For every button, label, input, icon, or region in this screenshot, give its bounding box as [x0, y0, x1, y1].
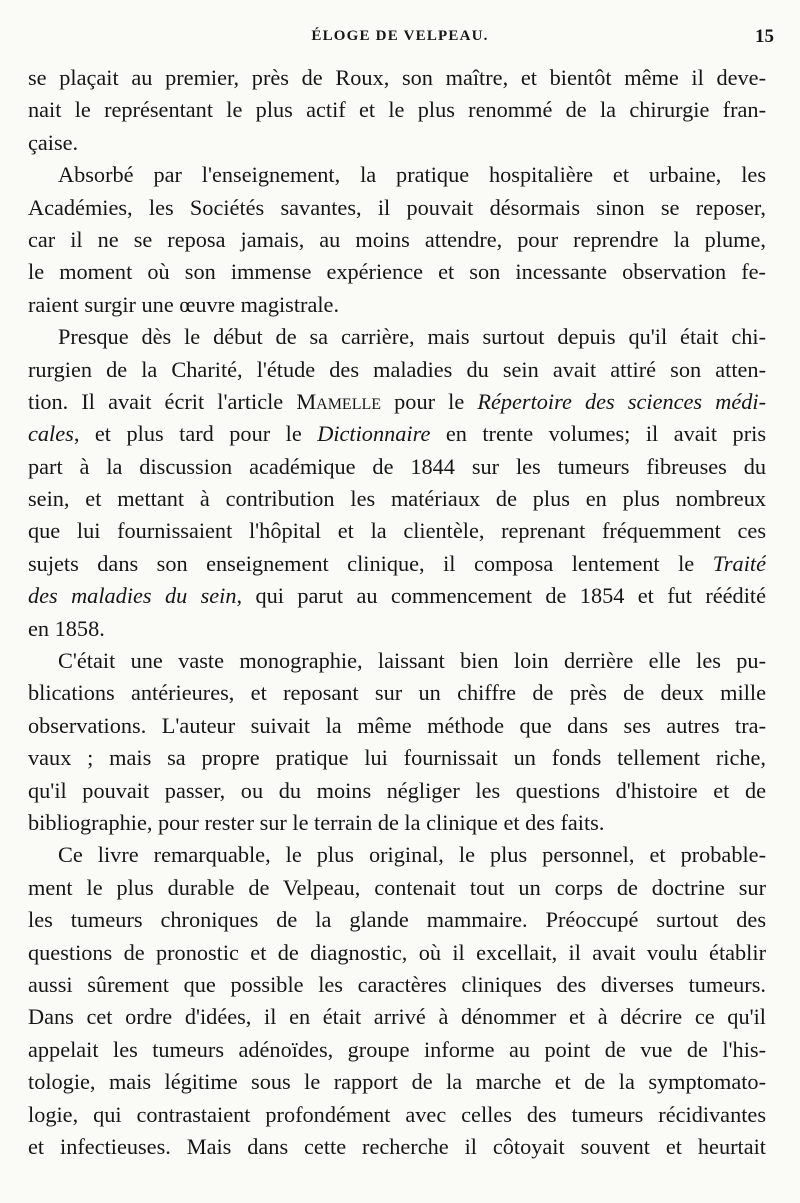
text-line: rurgien de la Charité, l'étude des maladies du sein avait attiré son atten- — [28, 356, 766, 382]
text-line: en 1858. — [28, 615, 105, 641]
text-line: nait le représentant le plus actif et le plus renommé de la chirurgie fran- — [28, 97, 766, 123]
text-line: Académies, les Sociétés savantes, il pouvait désormais sinon se reposer, — [28, 194, 766, 220]
text-line: Presque dès le début de sa carrière, mais surtout depuis qu'il était chi- — [58, 324, 766, 350]
text-line: que lui fournissaient l'hôpital et la clientèle, reprenant fréquemment ces — [28, 518, 766, 544]
running-title: ÉLOGE DE VELPEAU. — [311, 28, 489, 44]
text-line: sujets dans son enseignement clinique, il composa lentement le Traité — [28, 550, 766, 576]
text-line: tion. Il avait écrit l'article Mamelle pour le Répertoire des sciences médi- — [28, 388, 766, 414]
text-line: aussi sûrement que possible les caractères cliniques des diverses tumeurs. — [28, 971, 766, 997]
text-line: logie, qui contrastaient profondément avec celles des tumeurs récidivantes — [28, 1101, 766, 1127]
text-line: sein, et mettant à contribution les matériaux de plus en plus nombreux — [28, 486, 766, 512]
text-body — [28, 62, 766, 1163]
text-line: le moment où son immense expérience et son incessante observation fe- — [28, 259, 766, 285]
text-line: les tumeurs chroniques de la glande mammaire. Préoccupé surtout des — [28, 907, 766, 933]
text-line: se plaçait au premier, près de Roux, son maître, et bientôt même il deve- — [28, 65, 766, 90]
text-line: C'était une vaste monographie, laissant bien loin derrière elle les pu- — [58, 648, 766, 674]
italic-text: cales — [28, 421, 74, 447]
text-line: des maladies du sein, qui parut au commencement de 1854 et fut réédité — [28, 583, 766, 609]
text-line: car il ne se reposa jamais, au moins attendre, pour reprendre la plume, — [28, 226, 766, 252]
text-line: çaise. — [28, 129, 79, 155]
running-head — [0, 24, 800, 48]
text-line: ment le plus durable de Velpeau, contenait tout un corps de doctrine sur — [28, 874, 766, 900]
text-line: cales, et plus tard pour le Dictionnaire en trente volumes; il avait pris — [28, 421, 766, 447]
italic-text: Répertoire des sciences médi- — [477, 388, 766, 414]
text-line: bibliographie, pour rester sur le terrain de la clinique et des faits. — [28, 809, 605, 835]
italic-text: Traité — [712, 550, 766, 576]
text-line: questions de pronostic et de diagnostic, où il excellait, il avait voulu établir — [28, 939, 766, 965]
text-line: part à la discussion académique de 1844 sur les tumeurs fibreuses du — [28, 453, 766, 479]
text-line: et infectieuses. Mais dans cette recherche il côtoyait souvent et heurtait — [28, 1133, 766, 1159]
text-line: Ce livre remarquable, le plus original, le plus personnel, et probable- — [58, 842, 766, 868]
text-line: observations. L'auteur suivait la même méthode que dans ses autres tra- — [28, 712, 766, 738]
text-line: raient surgir une œuvre magistrale. — [28, 291, 340, 317]
text-line: appelait les tumeurs adénoïdes, groupe informe au point de vue de l'his- — [28, 1036, 766, 1062]
small-caps-text: Mamelle — [296, 388, 382, 414]
text-line: Dans cet ordre d'idées, il en était arrivé à dénommer et à décrire ce qu'il — [28, 1004, 766, 1030]
italic-text: des maladies du sein — [28, 583, 237, 609]
text-line: vaux ; mais sa propre pratique lui fournissait un fonds tellement riche, — [28, 745, 766, 771]
page-number: 15 — [755, 26, 774, 47]
text-line: qu'il pouvait passer, ou du moins négliger les questions d'histoire et de — [28, 777, 766, 803]
text-line: blications antérieures, et reposant sur un chiffre de près de deux mille — [28, 680, 766, 706]
italic-text: Dictionnaire — [317, 421, 431, 447]
text-line: tologie, mais légitime sous le rapport de la marche et de la symptomato- — [28, 1069, 766, 1095]
text-line: Absorbé par l'enseignement, la pratique hospitalière et urbaine, les — [58, 162, 766, 188]
